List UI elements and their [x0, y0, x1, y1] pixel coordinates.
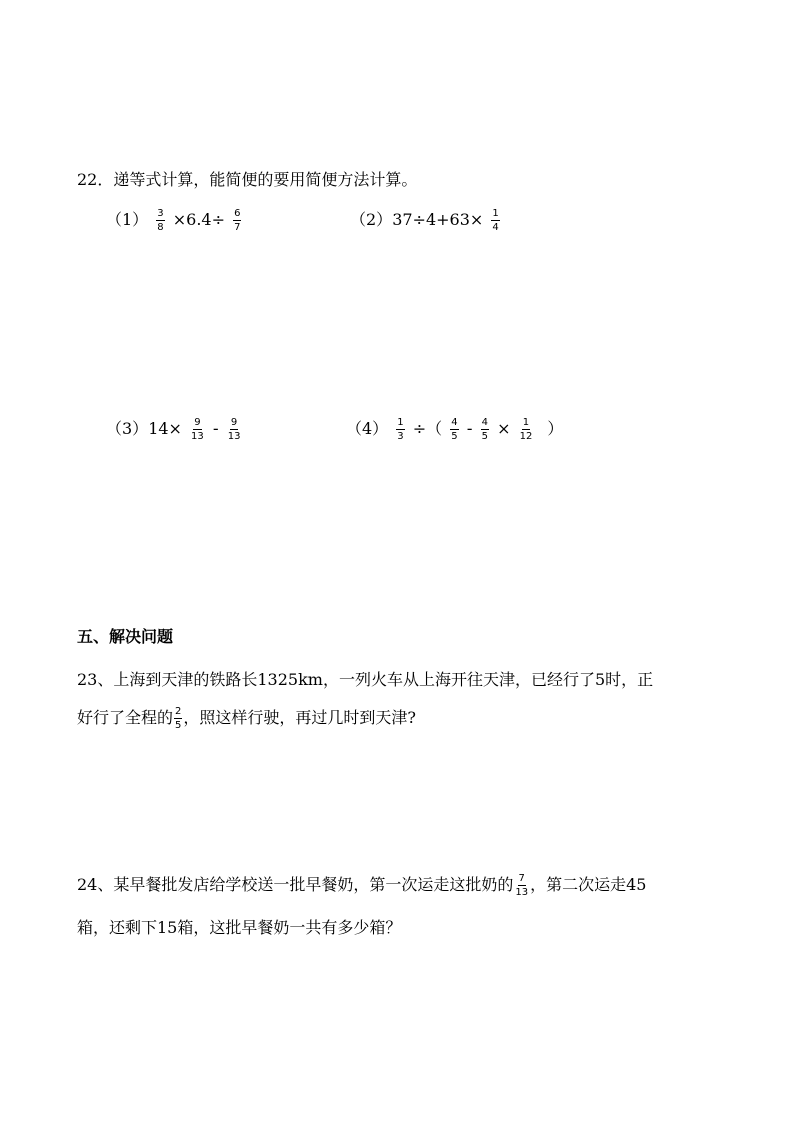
denominator: 13 — [515, 887, 529, 898]
denominator: 13 — [191, 431, 204, 442]
fraction — [514, 873, 529, 898]
fraction — [396, 417, 404, 442]
denominator: 5 — [175, 720, 182, 731]
denominator: 5 — [481, 431, 488, 442]
denominator: 7 — [234, 222, 241, 233]
q22-part-3 — [106, 414, 244, 444]
numerator: 4 — [481, 417, 488, 428]
question-24-line-2: 箱，还剩下15箱，这批早餐奶一共有多少箱？ — [77, 918, 402, 937]
numerator: 9 — [230, 417, 238, 428]
question-text: 好行了全程的 — [77, 708, 174, 727]
denominator: 13 — [227, 431, 241, 442]
numerator: 6 — [234, 208, 241, 219]
numerator: 4 — [451, 417, 458, 428]
denominator: 12 — [519, 431, 533, 442]
question-23-line-1: 23、上海到天津的铁路长1325km，一列火车从上海开往天津，已经行了5时，正 — [77, 670, 654, 689]
fraction — [233, 208, 241, 233]
expression-text: 14× — [148, 419, 182, 438]
part-label: （1） — [106, 210, 149, 229]
numerator: 1 — [522, 417, 530, 428]
question-24-line-1 — [77, 870, 646, 900]
numerator: 9 — [194, 417, 201, 428]
fraction — [481, 417, 489, 442]
operator: - — [466, 419, 473, 438]
fraction — [519, 417, 534, 442]
operator: × — [497, 419, 511, 438]
question-22-title: 22．递等式计算，能简便的要用简便方法计算。 — [77, 170, 418, 189]
denominator: 4 — [492, 222, 499, 233]
expression-text: ×6.4÷ — [172, 210, 226, 229]
denominator: 3 — [397, 431, 404, 442]
q22-part-1 — [106, 205, 244, 235]
question-23-line-2 — [77, 703, 416, 733]
part-label: （3） — [106, 419, 149, 438]
fraction — [156, 208, 164, 233]
expression-text: 37÷4+63× — [392, 210, 484, 229]
numerator: 1 — [397, 417, 404, 428]
fraction — [491, 208, 499, 233]
numerator: 3 — [157, 208, 164, 219]
expression-text: ÷（ — [412, 419, 443, 438]
fraction — [227, 417, 242, 442]
part-label: （2） — [350, 210, 393, 229]
numerator: 7 — [518, 873, 525, 884]
question-text: 24、某早餐批发店给学校送一批早餐奶，第一次运走这批奶的 — [77, 875, 514, 894]
expression-text: ） — [547, 419, 564, 438]
question-text: ，第二次运走45 — [530, 875, 647, 894]
section-title: 五、解决问题 — [77, 627, 174, 646]
part-label: （4） — [346, 419, 389, 438]
operator: - — [212, 419, 219, 438]
q22-part-4 — [346, 414, 563, 444]
fraction — [190, 417, 205, 442]
denominator: 8 — [157, 222, 164, 233]
question-text: ，照这样行驶，再过几时到天津? — [183, 708, 416, 727]
numerator: 2 — [175, 706, 182, 717]
fraction — [450, 417, 458, 442]
q22-part-2 — [350, 205, 503, 235]
numerator: 1 — [492, 208, 499, 219]
denominator: 5 — [451, 431, 458, 442]
fraction — [174, 706, 182, 731]
